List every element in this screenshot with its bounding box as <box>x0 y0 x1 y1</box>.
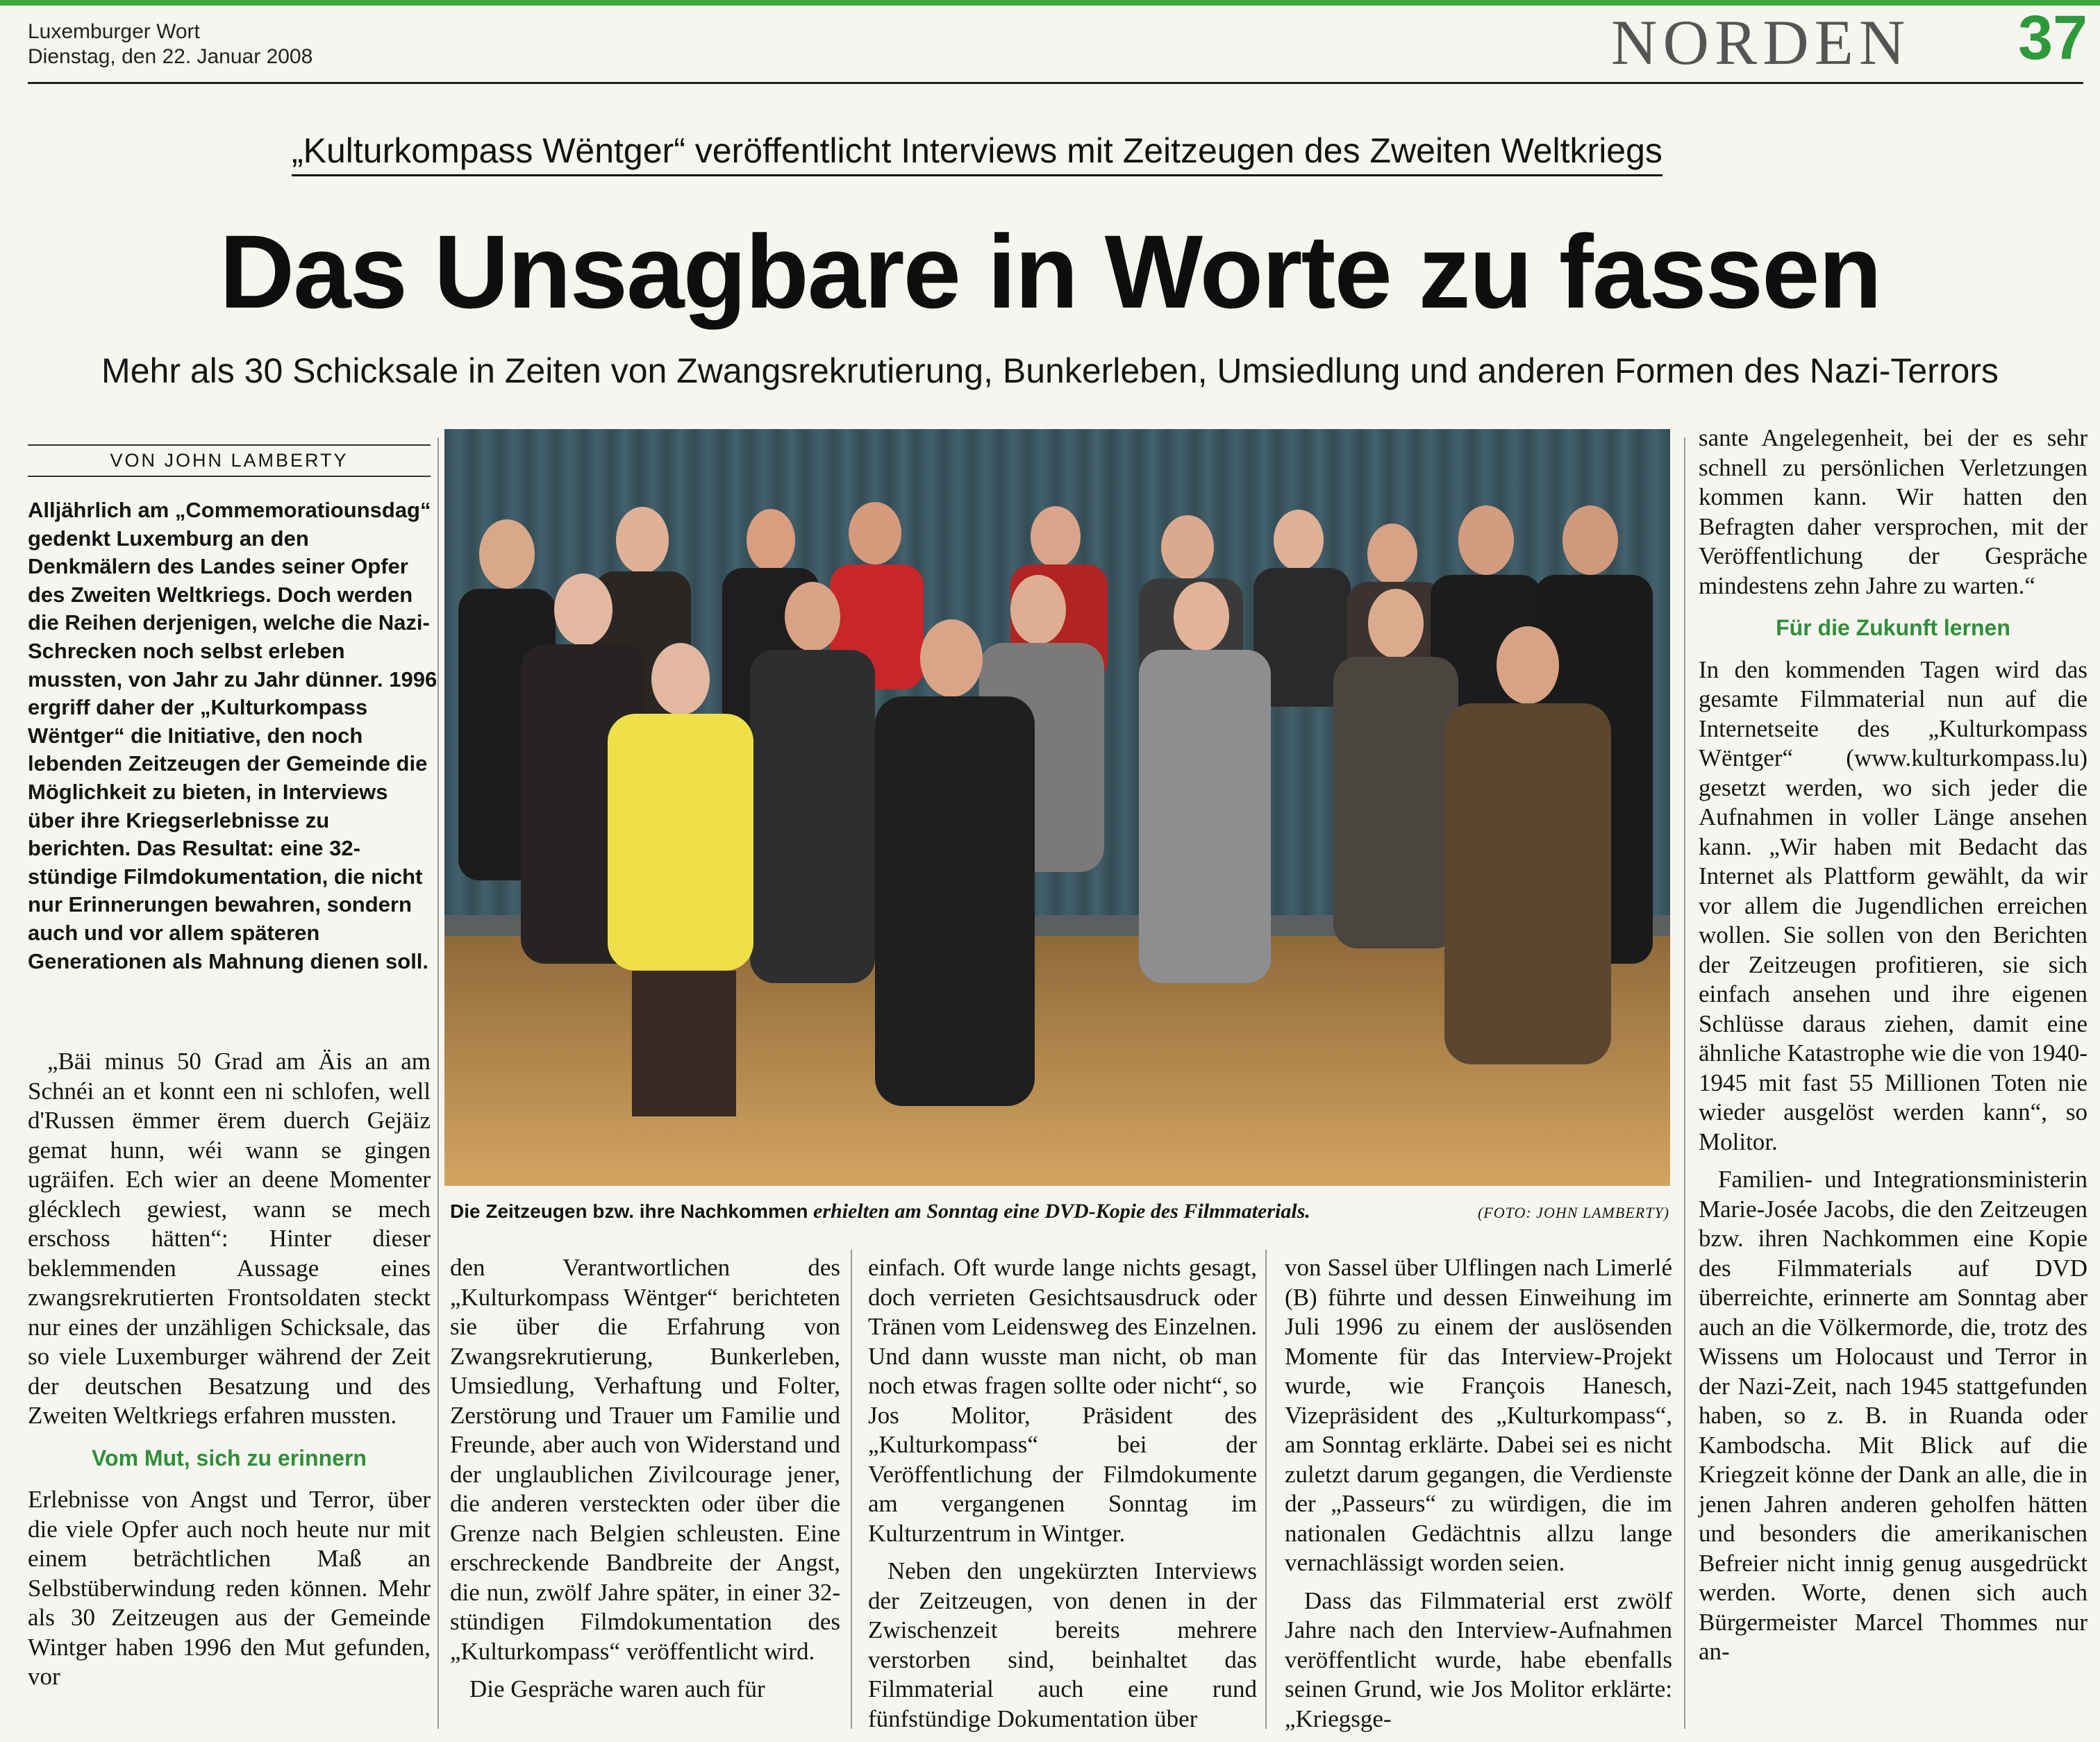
caption-italic: erhielten am Sonntag eine DVD-Kopie des Filmmaterials. <box>813 1200 1310 1223</box>
page-number: 37 <box>2018 3 2088 73</box>
subtitle-vom-mut: Vom Mut, sich zu erinnern <box>92 1445 367 1471</box>
paper-name: Luxemburger Wort <box>28 20 200 43</box>
headline: Das Unsagbare in Worte zu fassen <box>219 213 1881 330</box>
masthead <box>28 19 312 69</box>
col5-paragraph-2: In den kommenden Tagen wird das gesamte Filmmaterial nun auf die Internetseite des „Kulturkompass Wëntger“ (www.kulturkompass.lu) gesetzt werden, wo sich jeder die Aufnahmen in voller Länge ansehen kann. „Wir haben mit Bedacht das Internet als Plattform gewählt, da wir vor allem die Jugendlichen erreichen wollen. Sie sollen von den Berichten der Zeitzeugen profitieren, sie sich einfach ansehen und ihre eigenen Schlüsse daraus ziehen, damit eine ähnliche Katastrophe wie die von 1940-1945 mit fast 55 Millionen Toten nie wieder ausgelöst werden kann“, so Molitor. <box>1699 655 2088 1155</box>
column-5 <box>1699 424 2088 1675</box>
group-photo <box>444 429 1670 1186</box>
section-name: NORDEN <box>1611 7 1911 78</box>
col5-paragraph-1: sante Angelegenheit, bei der es sehr schnell zu persönlichen Verletzungen kommen kann. Wir hatten den Befragten daher versprochen, mit der Veröffentlichung der Gespräche mindestens zehn Jahre zu warten.“ <box>1699 424 2088 599</box>
green-top-bar <box>0 0 2100 6</box>
column-4 <box>1285 1253 1672 1742</box>
photo-credit: (FOTO: JOHN LAMBERTY) <box>1477 1204 1669 1221</box>
column-3 <box>868 1253 1257 1742</box>
col2-paragraph-2: Die Gespräche waren auch für <box>469 1675 765 1702</box>
issue-date: Dienstag, den 22. Januar 2008 <box>28 45 313 68</box>
column-divider <box>1684 437 1685 1729</box>
column-1 <box>28 1047 431 1700</box>
photo-illustration <box>444 429 1670 1186</box>
kicker <box>292 131 1819 171</box>
subhead: Mehr als 30 Schicksale in Zeiten von Zwangsrekrutierung, Bunkerleben, Umsiedlung und anderen Formen des Nazi-Terrors <box>101 351 1999 390</box>
col3-paragraph-1: einfach. Oft wurde lange nichts gesagt, doch verrieten Gesichtsausdruck oder Tränen vom Leidensweg des Einzelnen. Und dann wusste man nicht, ob man noch etwas fragen sollte oder nicht“, so Jos Molitor, Präsident des „Kulturkompass“ bei der Veröffentlichung der Filmdokumente am vergangenen Sonntag im Kulturzentrum in Wintger. <box>868 1254 1257 1547</box>
col3-paragraph-2: Neben den ungekürzten Interviews der Zeitzeugen, von denen in der Zwischenzeit bereits mehrere verstorben sind, beinhaltet das Filmmaterial auch eine rund fünfstündige Dokumentation über <box>868 1557 1257 1732</box>
col2-paragraph-1: den Verantwortlichen des „Kulturkompass Wëntger“ berichteten sie über die Erfahrung von Zwangsrekrutierung, Bunkerleben, Umsiedlung, Verhaftung und Folter, Zerstörung und Trauer um Familie und Freunde, aber auch von Widerstand und der unglaublichen Zivilcourage jener, die anderen versteckten oder über die Grenze nach Belgien schleusten. Eine erschreckende Bandbreite der Angst, die nun, zwölf Jahre später, in einer 32-stündigen Filmdokumentation des „Kulturkompass“ veröffentlicht wird. <box>450 1254 840 1665</box>
lead-paragraph: Alljährlich am „Commemoratiounsdag“ gedenkt Luxemburg an den Denkmälern des Landes seiner Opfer des Zweiten Weltkriegs. Doch werden die Reihen derjenigen, welche die Nazi-Schrecken noch selbst erleben mussten, von Jahr zu Jahr dünner. 1996 ergriff daher der „Kulturkompass Wëntger“ die Initiative, den noch lebenden Zeitzeugen der Gemeinde die Möglichkeit zu bieten, in Interviews über ihre Kriegserlebnisse zu berichten. Das Resultat: eine 32-stündige Filmdokumentation, die nicht nur Erinnerungen bewahren, sondern auch und vor allem späteren Generationen als Mahnung dienen soll. <box>28 498 438 973</box>
column-2 <box>450 1253 840 1713</box>
byline: VON JOHN LAMBERTY <box>28 444 431 477</box>
col1-paragraph-2: Erlebnisse von Angst und Terror, über die viele Opfer auch noch heute nur mit einem beträchtlichen Maß an Selbstüberwindung reden können. Mehr als 30 Zeitzeugen aus der Gemeinde Wintger haben 1996 den Mut gefunden, vor <box>28 1486 431 1690</box>
subtitle-zukunft: Für die Zukunft lernen <box>1776 615 2010 640</box>
column-divider <box>438 437 439 1729</box>
column-divider <box>851 1250 852 1729</box>
photo-caption <box>450 1200 1672 1223</box>
col5-paragraph-3: Familien- und Integrationsministerin Marie-Josée Jacobs, die den Zeitzeugen bzw. ihren Nachkommen eine Kopie des Filmmaterials auf DVD überreichte, erinnerte am Sonntag aber auch an die Völkermorde, die, trotz des Wissens um Holocaust und Terror in der Nazi-Zeit, nach 1945 stattgefunden haben, so z. B. in Ruanda oder Kambodscha. Mit Blick auf die Kriegzeit könne der Dank an alle, die in jenen Jahren anderen geholfen hätten und besonders die amerikanischen Befreier nicht innig genug ausgedrückt werden. Worte, denen sich auch Bürgermeister Marcel Thommes nur an- <box>1699 1166 2088 1665</box>
caption-bold: Die Zeitzeugen bzw. ihre Nachkommen <box>450 1200 808 1222</box>
masthead-rule <box>28 82 2083 84</box>
col1-paragraph-1: „Bäi minus 50 Grad am Äis an am Schnéi an et konnt een ni schlofen, well d'Russen ëmmer ërem duerch Gejäiz gemat hunn, wéi wann se gingen ugräifen. Ech wier an deene Momenter glécklech gewiest, wann se mech erschoss hätten“: Hinter dieser beklemmenden Aussage eines zwangsrekrutierten Frontsoldaten steckt nur eines der unzähligen Schicksale, das so viele Luxemburger während der Zeit der deutschen Besatzung und des Zweiten Weltkriegs erfahren mussten. <box>28 1048 431 1429</box>
col4-paragraph-1: von Sassel über Ulflingen nach Limerlé (B) führte und dessen Einweihung im Juli 1996 zu einem der auslösenden Momente für das Interview-Projekt wurde, wie François Hanesch, Vizepräsident des „Kulturkompass“, am Sonntag erklärte. Dabei sei es nicht zuletzt darum gegangen, die Verdienste der „Passeurs“ zu würdigen, die im nationalen Gedächtnis allzu lange vernachlässigt worden seien. <box>1285 1254 1672 1576</box>
col4-paragraph-2: Dass das Filmmaterial erst zwölf Jahre nach den Interview-Aufnahmen veröffentlicht wurde, habe ebenfalls seinen Grund, wie Jos Molitor erklärte: „Kriegsge- <box>1285 1586 1672 1732</box>
column-divider <box>1265 1250 1267 1729</box>
kicker-text: „Kulturkompass Wëntger“ veröffentlicht Interviews mit Zeitzeugen des Zweiten Weltkriegs <box>292 131 1662 176</box>
